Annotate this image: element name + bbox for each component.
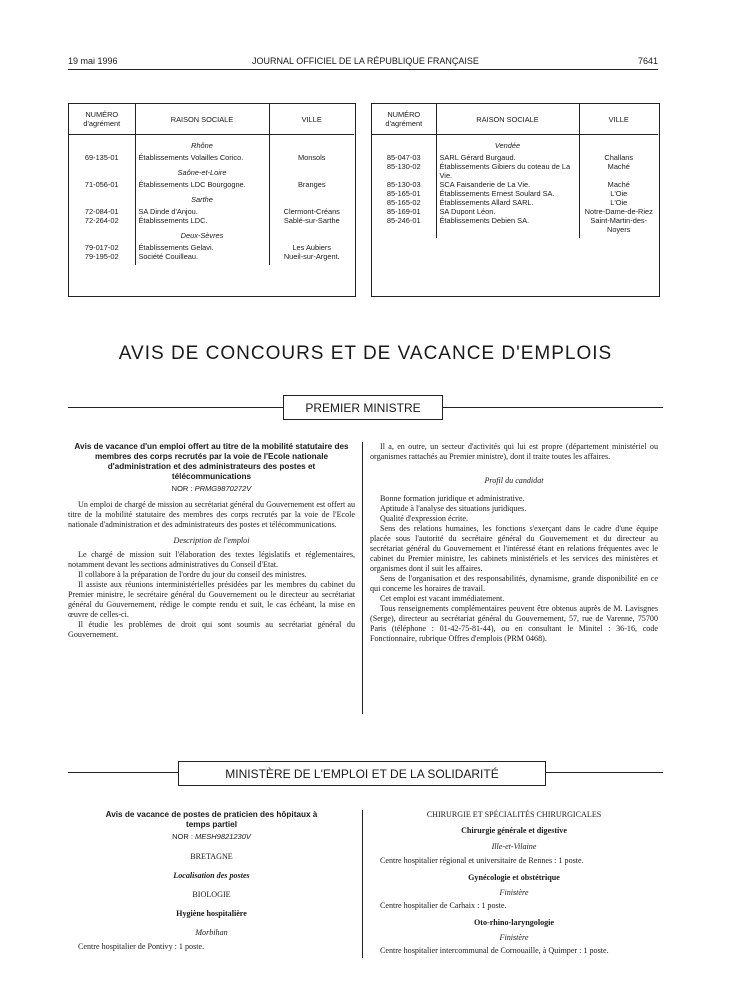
region-row — [69, 189, 354, 207]
filler-cell — [269, 261, 354, 265]
gynecologie-label: Gynécologie et obstétrique — [468, 873, 560, 882]
description-paragraph: Il étudie les problèmes de droit qui sont soumis au secrétariat général du Gouvernement. — [68, 620, 355, 639]
section2-right-column — [370, 810, 658, 956]
region-row — [69, 162, 354, 180]
profil-paragraph: Sens des relations humaines, les fonctions s'exerçant dans le cadre d'une équipe placée sous l'autorité du secrétaire général du Gouvernement et du directeur au secrétariat général du Gouvernement et l'intéressé étant en relations fréquentes avec le cabinet du Premier ministre, les cabinets ministériels et les services des ministères et organismes dont il suit les affaires. — [370, 524, 658, 573]
raison-sociale: Établissements LDC. — [135, 216, 269, 225]
region-num-cell — [69, 225, 135, 243]
raison-sociale: Établissements Allard SARL. — [436, 198, 579, 207]
nor-code: PRMG9870272V — [194, 484, 252, 493]
section2-title-box — [178, 761, 546, 786]
raison-sociale: Établissements Ernest Soulard SA. — [436, 189, 579, 198]
quimper-entry: Centre hospitalier intercommunal de Cornouaille, à Quimper : 1 poste. — [380, 946, 609, 955]
raison-sociale: Société Couilleau. — [135, 252, 269, 261]
carhaix-entry: Centre hospitalier de Carhaix : 1 poste. — [380, 901, 507, 910]
raison-sociale: SCA Faisanderie de La Vie. — [436, 180, 579, 189]
header-rule — [68, 69, 658, 70]
ville: Notre-Dame-de-Riez — [584, 207, 653, 216]
biologie-label: BIOLOGIE — [192, 890, 231, 899]
section1-heading: Avis de vacance d'un emploi offert au titre de la mobilité statutaire des membres des corps recrutés par la voie de l'Ecole nationale d'administration et des administrateurs des postes et télécommunications — [74, 442, 349, 481]
region-city-cell — [269, 189, 354, 207]
agrement-number: 85-130-03 — [372, 180, 436, 189]
agrement-number: 85-169-01 — [372, 207, 436, 216]
region-city-cell — [269, 135, 354, 154]
ville: Clermont-Créans — [283, 207, 340, 216]
nor-code: MESH9821230V — [195, 832, 251, 841]
raison-sociale: Établissements Gelavi. — [135, 243, 269, 252]
region-num-cell — [69, 189, 135, 207]
filler-cell — [69, 261, 135, 265]
column-header-name: RAISON SOCIALE — [135, 104, 269, 135]
ville: L'Oie — [610, 198, 628, 207]
table-row — [69, 243, 354, 252]
column-header-num: NUMÉRO d'agrément — [372, 104, 436, 135]
hygiene-label: Hygiène hospitalière — [176, 909, 247, 918]
filler-cell — [436, 234, 579, 238]
rennes-entry: Centre hospitalier régional et universitaire de Rennes : 1 poste. — [380, 856, 584, 865]
chirurgie-generale-label: Chirurgie générale et digestive — [461, 826, 567, 835]
table-row — [372, 153, 658, 162]
raison-sociale: SA Dupont Léon. — [436, 207, 579, 216]
agrement-number: 69-135-01 — [69, 153, 135, 162]
ville: Monsols — [297, 153, 326, 162]
profil-paragraph: Aptitude à l'analyse des situations juridiques. — [380, 504, 527, 513]
ville: Sablé-sur-Sarthe — [283, 216, 340, 225]
agrement-number: 79-017-02 — [69, 243, 135, 252]
raison-sociale: SA Dinde d'Anjou. — [135, 207, 269, 216]
region-row — [69, 135, 354, 154]
raison-sociale: SARL Gérard Burgaud. — [436, 153, 579, 162]
region-city-cell — [269, 225, 354, 243]
section2-nor — [68, 832, 355, 842]
agrement-number: 71-056-01 — [69, 180, 135, 189]
description-paragraph: Il assiste aux réunions interministérielles présidées par les membres du cabinet du Premier ministre, le secrétaire général du Gouvernement ou le directeur au secrétariat général du Gouvernement, rédige le compte rendu et suit, le cas échéant, la mise en œuvre de celles-ci. — [68, 580, 355, 619]
ville: Maché — [607, 180, 630, 189]
region-name: Sarthe — [135, 189, 269, 207]
region-row — [372, 135, 658, 154]
table-row — [69, 153, 354, 162]
agrement-number: 72-084-01 — [69, 207, 135, 216]
table-row — [69, 252, 354, 261]
agrement-number: 85-165-02 — [372, 198, 436, 207]
section1-title-box — [283, 395, 443, 420]
section1-intro: Un emploi de chargé de mission au secrétariat général du Gouvernement est offert au titre de la mobilité statutaire des membres des corps recrutés par la voie de l'Ecole nationale d'administration et des administrateurs des postes et télécommunications. — [68, 500, 355, 529]
section2-title: MINISTÈRE DE L'EMPLOI ET DE LA SOLIDARITÉ — [225, 766, 499, 781]
table-row — [372, 180, 658, 189]
table-row — [372, 162, 658, 180]
section2-left-column — [68, 810, 355, 952]
agrement-number: 85-246-01 — [372, 216, 436, 234]
section1-nor — [68, 484, 355, 494]
description-title: Description de l'emploi — [173, 536, 250, 545]
nor-label: NOR : — [171, 484, 193, 493]
profil-paragraph: Cet emploi est vacant immédiatement. — [380, 594, 505, 603]
region-name: Saône-et-Loire — [135, 162, 269, 180]
section1-right-column — [370, 442, 658, 644]
table-row — [69, 207, 354, 216]
agrement-number: 85-047-03 — [372, 153, 436, 162]
ville: Les Aubiers — [292, 243, 332, 252]
region-city-cell — [579, 135, 658, 154]
ville: Branges — [297, 180, 326, 189]
raison-sociale: Établissements Debien SA. — [436, 216, 579, 234]
raison-sociale: Établissements Volailles Corico. — [135, 153, 269, 162]
table-row — [372, 189, 658, 198]
ville: Challans — [604, 153, 634, 162]
section2-column-divider — [362, 810, 363, 958]
right-registration-table — [372, 104, 658, 238]
profil-title: Profil du candidat — [484, 476, 544, 485]
section1-left-column — [68, 442, 355, 640]
region-label: BRETAGNE — [190, 852, 233, 861]
ville: Maché — [607, 162, 630, 171]
header-page-number: 7641 — [637, 56, 658, 66]
header-journal: JOURNAL OFFICIEL DE LA RÉPUBLIQUE FRANÇAISE — [252, 56, 479, 66]
column-header-city: VILLE — [269, 104, 354, 135]
profil-paragraph: Tous renseignements complémentaires peuvent être obtenus auprès de M. Lavisgnes (Serge), directeur au secrétariat général du Gouvernement, 57, rue de Varenne, 75700 Paris (téléphone : 01-42-75-81-44), ou en consultant le Minitel : 36-16, code Fonctionnaire, rubrique Offres d'emplois (PRM 0468). — [370, 604, 658, 643]
localisation-label: Localisation des postes — [173, 871, 250, 880]
table-row — [372, 198, 658, 207]
filler-cell — [579, 234, 658, 238]
filler-cell — [135, 261, 269, 265]
region-name: Deux-Sèvres — [135, 225, 269, 243]
pontivy-entry: Centre hospitalier de Pontivy : 1 poste. — [78, 942, 205, 951]
ille-et-vilaine-label: Ille-et-Vilaine — [491, 842, 537, 851]
orl-label: Oto-rhino-laryngologie — [473, 918, 555, 927]
ville: L'Oie — [610, 189, 628, 198]
region-num-cell — [372, 135, 436, 154]
raison-sociale: Établissements LDC Bourgogne. — [135, 180, 269, 189]
finistere-label: Finistère — [499, 933, 529, 942]
left-registration-table — [69, 104, 354, 265]
table-row — [69, 216, 354, 225]
header-date: 19 mai 1996 — [68, 56, 118, 66]
filler-cell — [372, 234, 436, 238]
column-header-name: RAISON SOCIALE — [436, 104, 579, 135]
filler-row — [372, 234, 658, 238]
description-paragraph: Le chargé de mission suit l'élaboration des textes législatifs et réglementaires, notamment devant les sections administratives du Conseil d'Etat. — [68, 550, 355, 569]
section1-title: PREMIER MINISTRE — [305, 400, 421, 415]
region-row — [69, 225, 354, 243]
ville: Saint-Martin-des-Noyers — [590, 216, 648, 234]
description-paragraph: Il collabore à la préparation de l'ordre du jour du conseil des ministres. — [78, 570, 307, 579]
profil-paragraph: Bonne formation juridique et administrative. — [380, 494, 525, 503]
raison-sociale: Établissements Gibiers du coteau de La Vie. — [436, 162, 579, 180]
filler-row — [69, 261, 354, 265]
region-city-cell — [269, 162, 354, 180]
ville: Nueil-sur-Argent. — [283, 252, 340, 261]
finistere-label: Finistère — [499, 888, 529, 897]
region-name: Rhône — [135, 135, 269, 154]
agrement-number: 85-165-01 — [372, 189, 436, 198]
region-name: Vendée — [436, 135, 579, 154]
chirurgie-label: CHIRURGIE ET SPÉCIALITÉS CHIRURGICALES — [426, 810, 602, 819]
avis-title: AVIS DE CONCOURS ET DE VACANCE D'EMPLOIS — [118, 343, 613, 364]
nor-label: NOR : — [172, 832, 193, 841]
agrement-number: 79-195-02 — [69, 252, 135, 261]
table-row — [372, 216, 658, 234]
region-num-cell — [69, 162, 135, 180]
morbihan-label: Morbihan — [195, 928, 228, 937]
column-header-num: NUMÉRO d'agrément — [69, 104, 135, 135]
section1-right-intro: Il a, en outre, un secteur d'activités qui lui est propre (département ministériel ou organismes rattachés au Premier ministre), dont il traite toutes les affaires. — [370, 442, 658, 461]
table-row — [372, 207, 658, 216]
column-header-city: VILLE — [579, 104, 658, 135]
region-num-cell — [69, 135, 135, 154]
profil-paragraph: Qualité d'expression écrite. — [380, 514, 468, 523]
section2-heading: Avis de vacance de postes de praticien des hôpitaux à temps partiel — [105, 810, 318, 829]
table-row — [69, 180, 354, 189]
profil-paragraph: Sens de l'organisation et des responsabilités, dynamisme, grande disponibilité en ce qui concerne les horaires de travail. — [370, 574, 658, 593]
agrement-number: 85-130-02 — [372, 162, 436, 180]
agrement-number: 72-264-02 — [69, 216, 135, 225]
section1-column-divider — [362, 442, 363, 714]
